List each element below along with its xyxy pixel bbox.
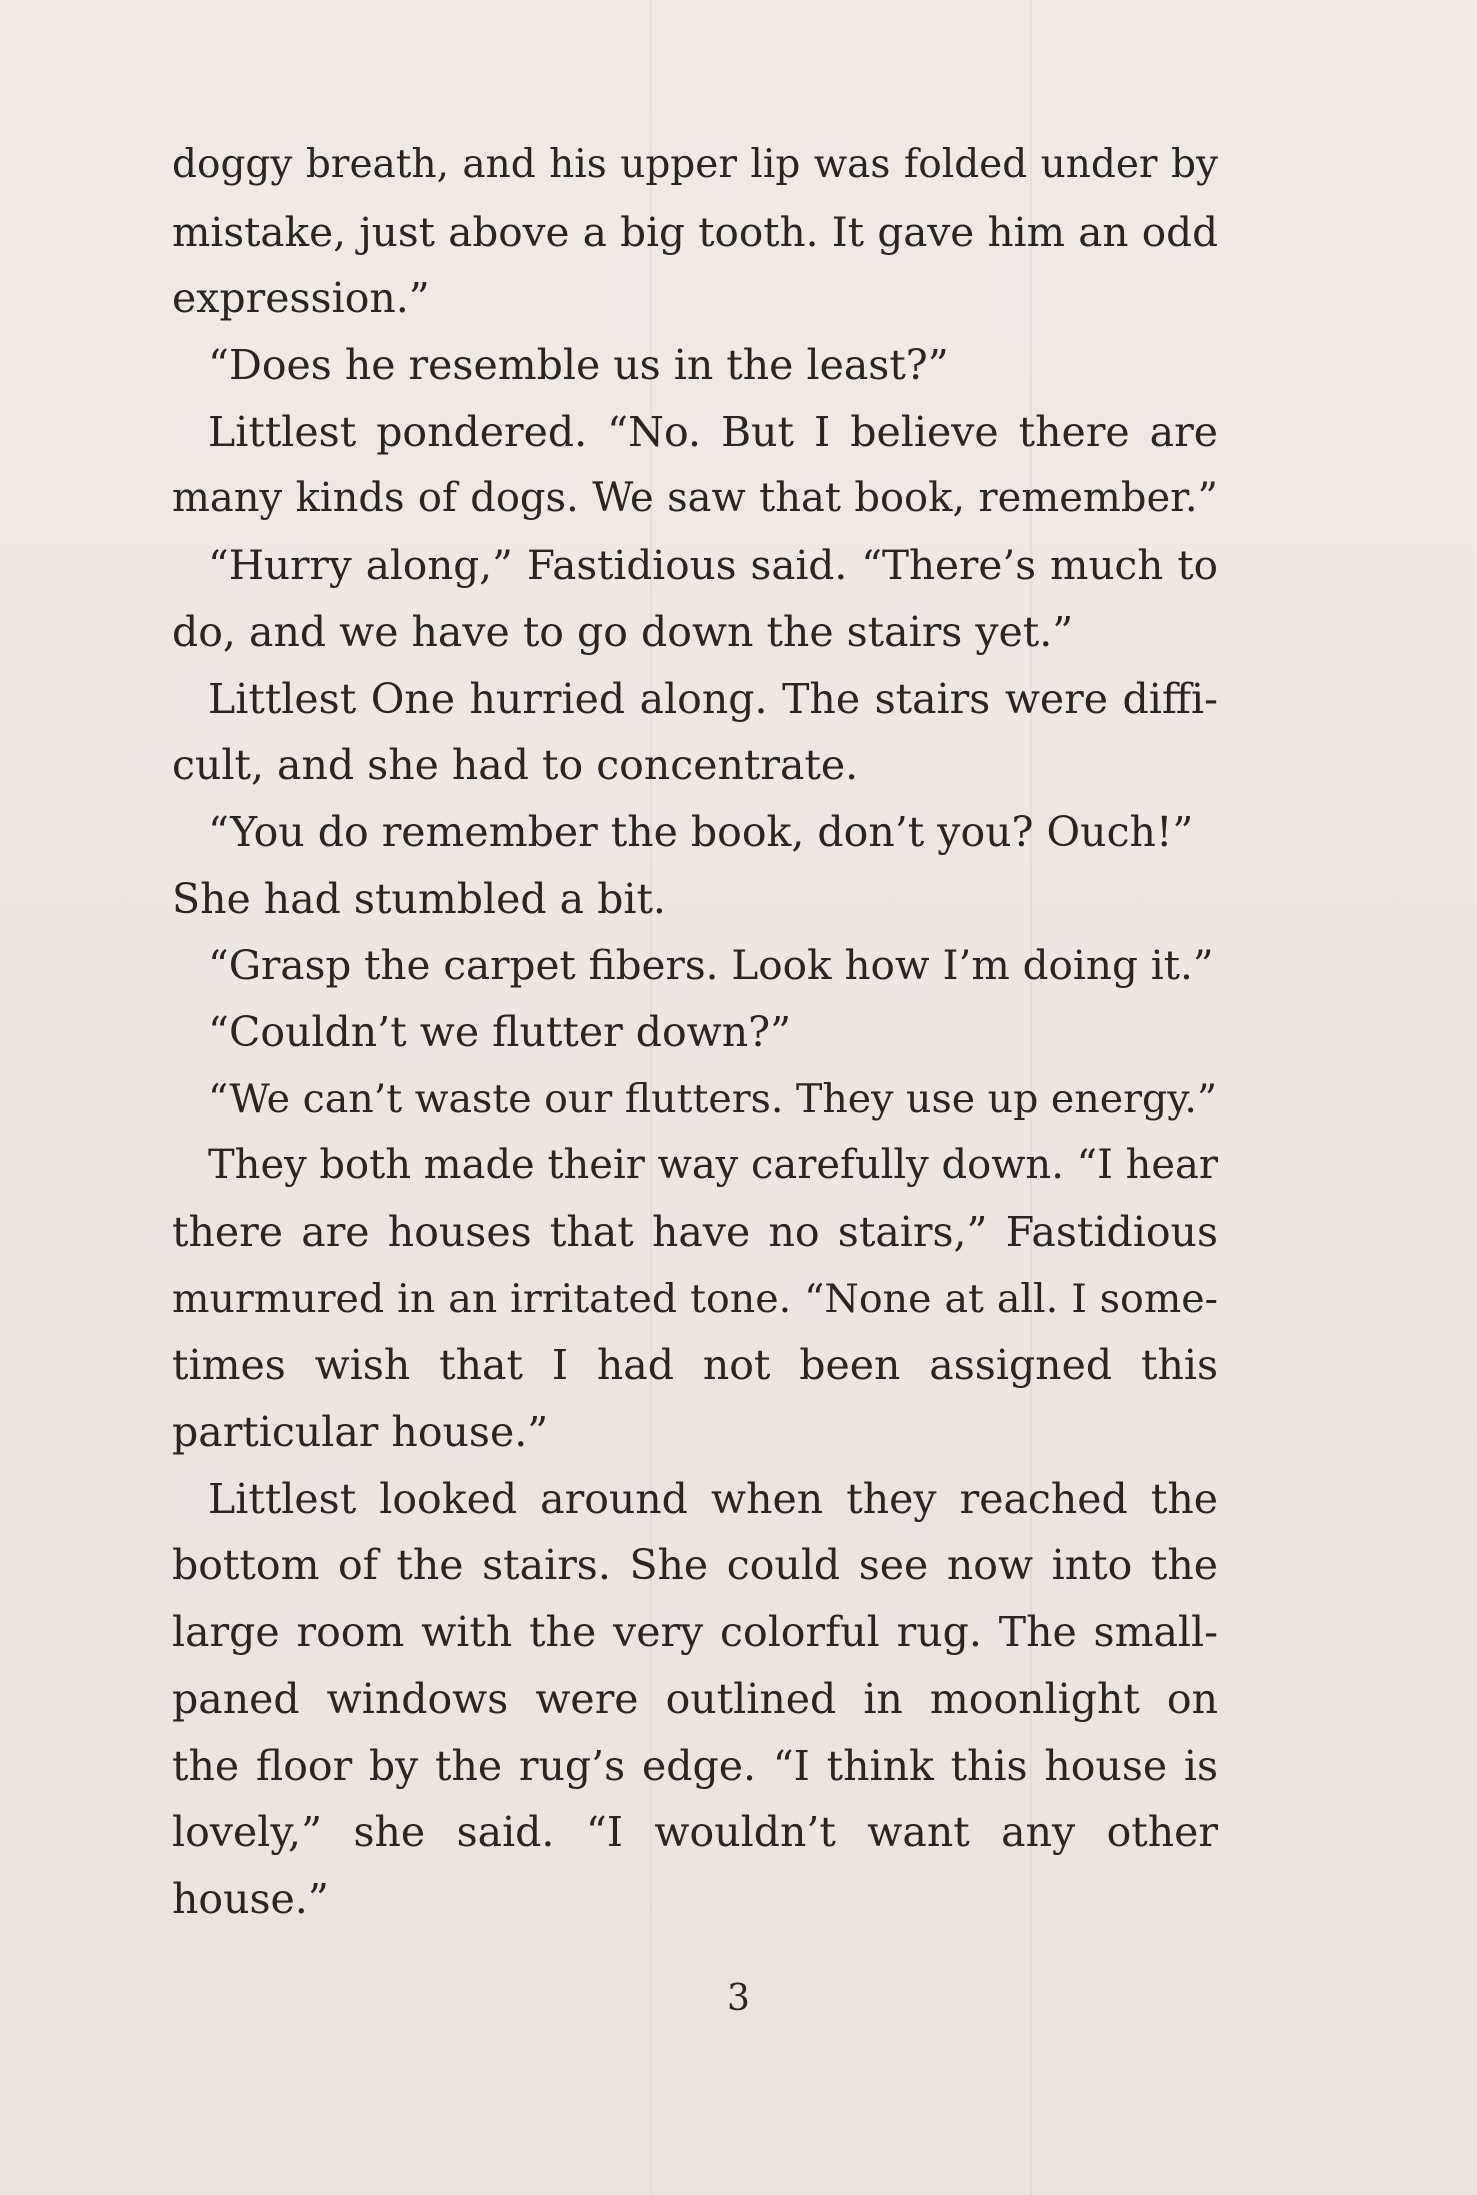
text-line: many kinds of dogs. We saw that book, remember.” xyxy=(172,475,1218,522)
text-line: large room with the very colorful rug. The small- xyxy=(172,1608,1218,1657)
text-line: “Does he resemble us in the least?” xyxy=(208,341,949,390)
text-line: particular house.” xyxy=(172,1408,549,1457)
text-line: “Grasp the carpet fibers. Look how I’m doing it.” xyxy=(208,941,1214,990)
text-line: Littlest looked around when they reached the xyxy=(208,1474,1218,1523)
text-line: there are houses that have no stairs,” Fastidious xyxy=(172,1208,1218,1256)
text-line: “Hurry along,” Fastidious said. “There’s much to xyxy=(208,541,1218,590)
text-line: bottom of the stairs. She could see now into the xyxy=(172,1541,1218,1590)
text-line: the floor by the rug’s edge. “I think this house is xyxy=(172,1741,1218,1790)
page-number: 3 xyxy=(727,1978,750,2019)
text-line: times wish that I had not been assigned this xyxy=(172,1341,1218,1390)
text-line: do, and we have to go down the stairs yet.” xyxy=(172,607,1074,656)
text-line: paned windows were outlined in moonlight on xyxy=(172,1674,1218,1723)
text-line: Littlest pondered. “No. But I believe there are xyxy=(208,407,1218,456)
text-line: mistake, just above a big tooth. It gave him an odd xyxy=(172,207,1218,256)
text-line: “We can’t waste our flutters. They use up energy.” xyxy=(208,1075,1218,1122)
text-line: doggy breath, and his upper lip was folded under by xyxy=(172,142,1218,187)
text-line: They both made their way carefully down. “I hear xyxy=(208,1142,1218,1189)
text-line: Littlest One hurried along. The stairs were diffi- xyxy=(208,674,1218,723)
text-line: “Couldn’t we flutter down?” xyxy=(208,1007,792,1056)
text-line: expression.” xyxy=(172,274,430,323)
text-line: “You do remember the book, don’t you? Ouch!” xyxy=(208,807,1194,856)
text-line: murmured in an irritated tone. “None at all. I some- xyxy=(172,1275,1218,1322)
text-line: lovely,” she said. “I wouldn’t want any other xyxy=(172,1808,1218,1857)
body-text xyxy=(172,132,1218,1933)
text-line: She had stumbled a bit. xyxy=(172,874,666,923)
text-line: cult, and she had to concentrate. xyxy=(172,741,859,790)
text-line: house.” xyxy=(172,1874,329,1923)
